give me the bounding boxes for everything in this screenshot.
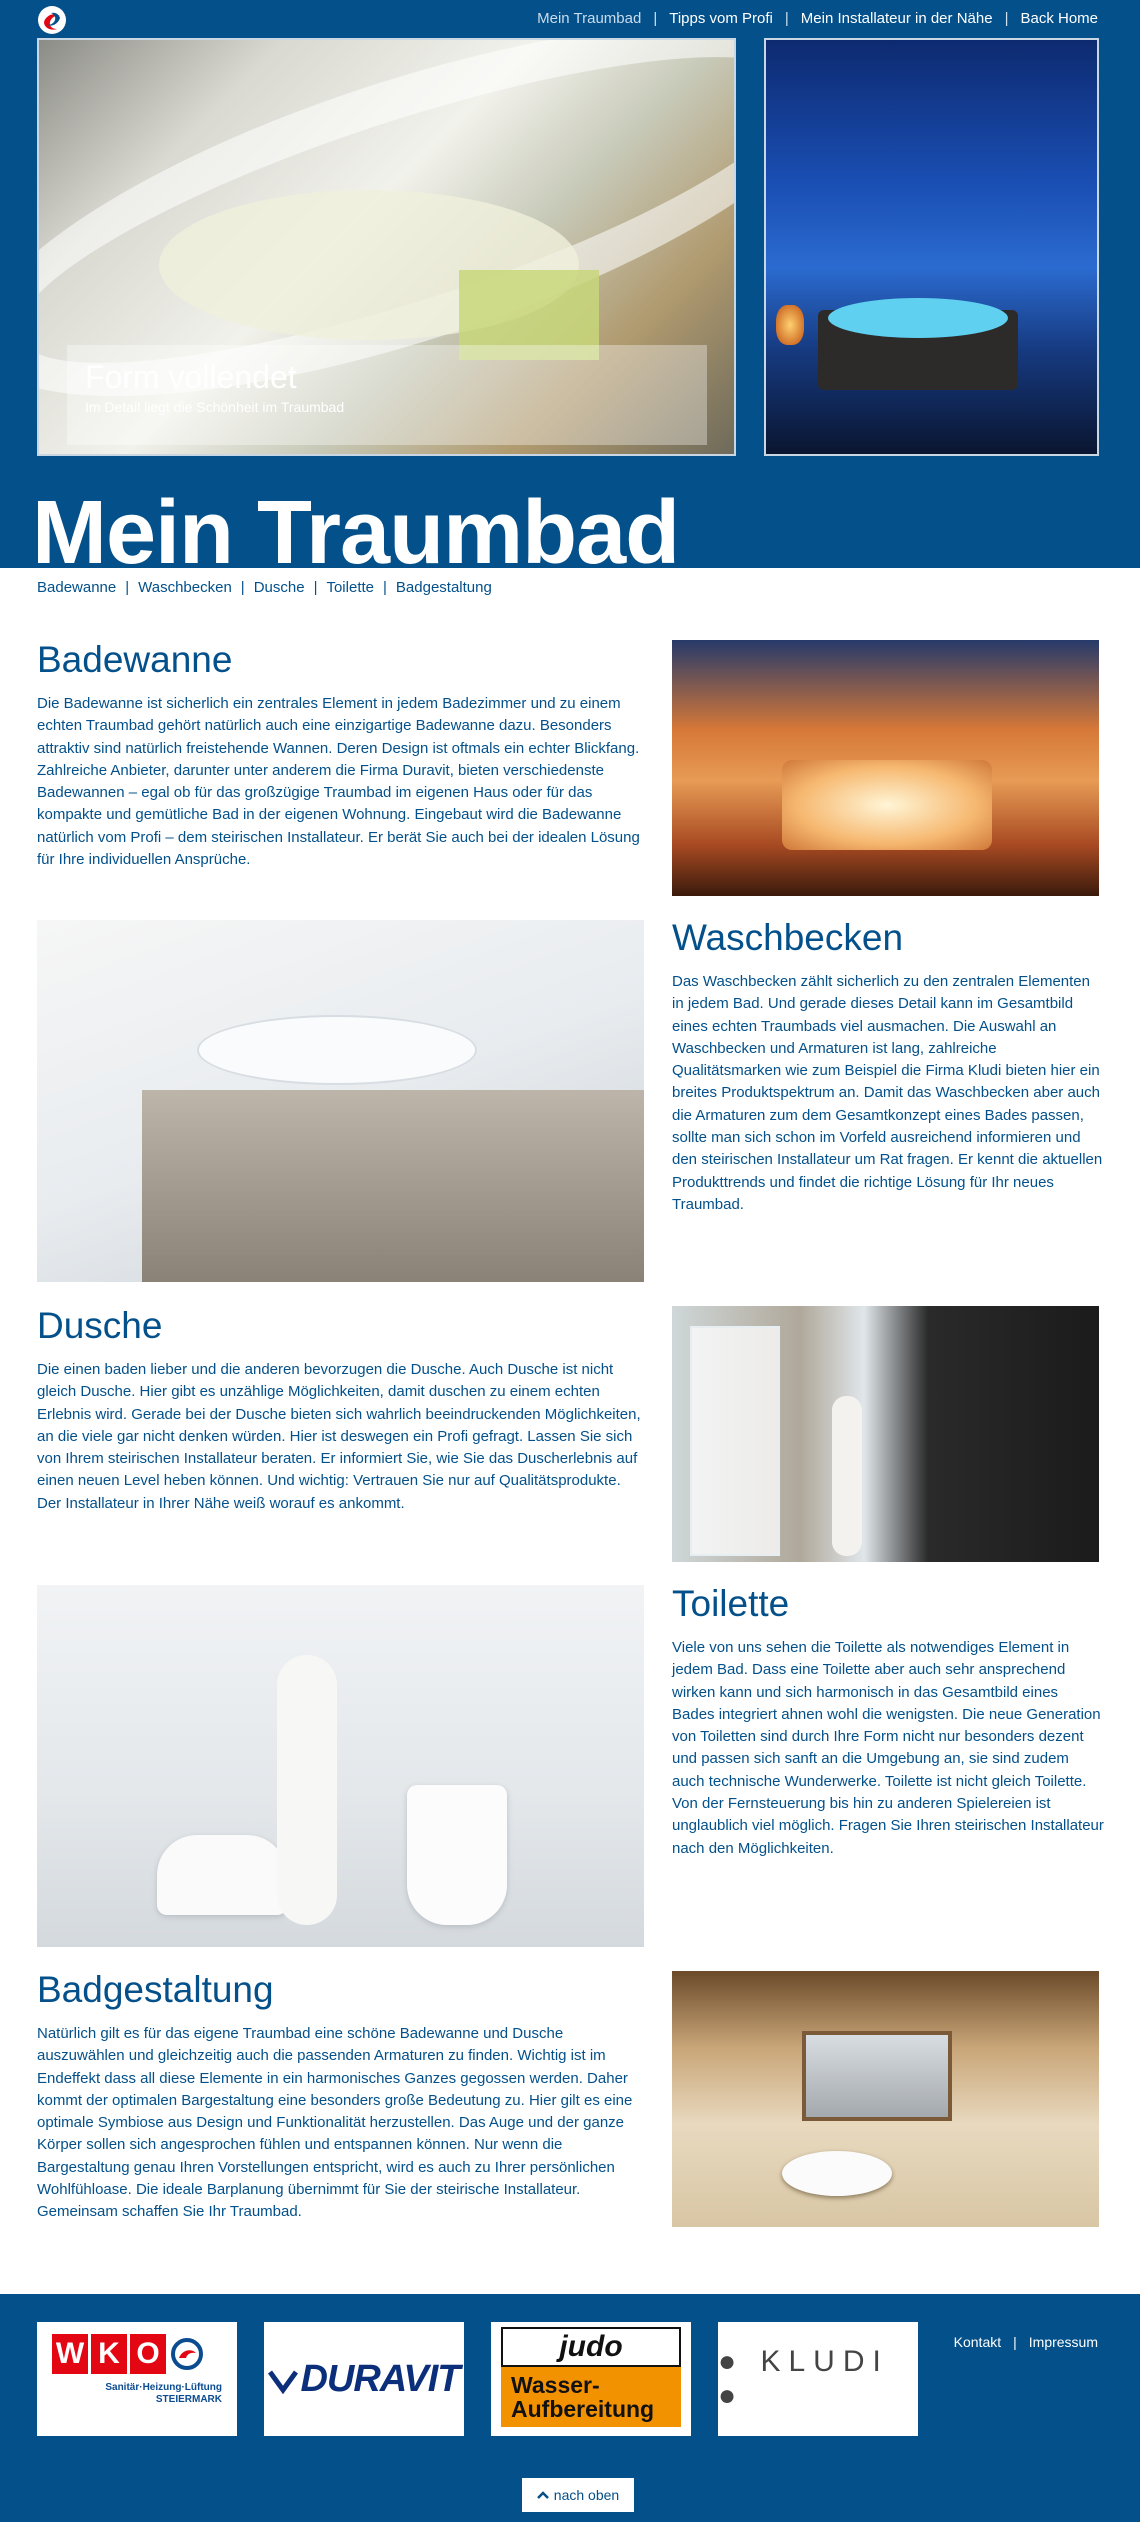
section-text-badewanne: Die Badewanne ist sicherlich ein zentrales Element in jedem Badezimmer und zu einem echten Traumbad gehört natürlich auch eine einzigartige Badewanne dazu. Besonders attraktiv sind natürlich freistehende Wannen. Deren Design ist oftmals ein echter Blickfang. Zahlreiche Anbieter, darunter unter anderem die Firma Duravit, bieten verschiedenste Badewannen – egal ob für das großzügige Traumbad im eigenen Haus oder für das kompakte und gemütliche Bad in der eigenen Wohnung. Eingebaut wird die Badewanne natürlich vom Profi – dem steirischen Installateur. Er berät Sie auch bei der idealen Lösung für Ihre individuellen Ansprüche. (37, 695, 640, 869)
wko-letters (52, 2334, 222, 2374)
hero-caption-title: Form vollendet (85, 359, 297, 395)
wko-subtitle-line: STEIERMARK (155, 2394, 222, 2405)
judo-line: Aufbereitung (511, 2396, 655, 2422)
bathtub-decoration (782, 2151, 892, 2196)
sponsor-duravit[interactable] (264, 2322, 464, 2436)
subnav-waschbecken[interactable]: Waschbecken (138, 579, 232, 596)
subnav-separator: | (125, 579, 130, 596)
wko-letter: O (130, 2334, 166, 2374)
logo-icon[interactable] (36, 4, 68, 36)
subnav-separator: | (240, 579, 245, 596)
section-text-badgestaltung: Natürlich gilt es für das eigene Traumbad eine schöne Badewanne und Dusche auszuwählen und gleichzeitig auch die passenden Armaturen zu finden. Wichtig ist im Endeffekt dass all diese Elemente in ein harmonisches Ganzes gegossen werden. Daher kommt der optimalen Bargestaltung eine besonders große Bedeutung zu. Hier gilt es eine optimale Symbiose aus Design und Funktionalität herzustellen. Das Auge und der ganze Körper sollen sich angesprochen fühlen und entspannen können. Nur wenn die Bargestaltung genau Ihren Vorstellungen entspricht, wird es auch zu Ihrer persönlichen Wohlfühloase. Die ideale Barplanung übernimmt für Sie der steirische Installateur. Gemeinsam schaffen Sie Ihr Traumbad. (37, 2025, 633, 2221)
section-text-waschbecken: Das Waschbecken zählt sicherlich zu den zentralen Elementen in jedem Bad. Und gerade dieses Detail kann im Gesamtbild eines echten Traumbads viel ausmachen. Die Auswahl an Waschbecken und Armaturen ist lang, zahlreiche Qualitätsmarken wie zum Beispiel die Firma Kludi bieten hier ein breites Produktspektrum an. Damit das Waschbecken aber auch die Armaturen zum dem Gesamtkonzept eines Bades passen, sollte man sich schon im Vorfeld ausreichend informieren und den steirischen Installateur um Rat fragen. Er kennt die aktuellen Produkttrends und findet die richtige Lösung für Ihr neues Traumbad. (672, 973, 1103, 1213)
nav-item-back-home[interactable]: Back Home (1020, 10, 1098, 27)
footer-link-impressum[interactable]: Impressum (1028, 2334, 1098, 2350)
judo-logo-top: judo (501, 2327, 681, 2367)
page-title: Mein Traumbad (32, 483, 680, 583)
nav-separator: | (784, 10, 789, 27)
sponsor-wko[interactable] (37, 2322, 237, 2436)
section-title-badewanne: Badewanne (37, 639, 233, 680)
subnav-dusche[interactable]: Dusche (253, 579, 305, 596)
photo-badewanne (672, 640, 1099, 896)
wko-swirl-icon (169, 2334, 205, 2374)
top-nav (537, 10, 1098, 27)
judo-logo-bottom (501, 2367, 681, 2427)
window-decoration (802, 2031, 952, 2121)
hero-caption (67, 345, 707, 445)
hero-slider[interactable] (37, 38, 736, 456)
person-decoration (277, 1655, 337, 1925)
duravit-logo: DURAVIT (300, 2357, 460, 2400)
section-title-dusche: Dusche (37, 1305, 163, 1346)
back-to-top-label: nach oben (553, 2487, 620, 2503)
footer-nav (954, 2334, 1098, 2350)
judo-line: Wasser- (511, 2372, 600, 2398)
hero-caption-text: Im Detail liegt die Schönheit im Traumbad (85, 399, 345, 415)
bathtub-decoration (782, 760, 992, 850)
section-text-dusche: Die einen baden lieber und die anderen bevorzugen die Dusche. Auch Dusche ist nicht gleich Dusche. Hier gibt es unzählige Möglichkeiten, damit duschen zu einem echten Erlebnis wird. Gerade bei der Dusche bieten sich wahrlich beeindruckenden Möglichkeiten, an die viele gar nicht denken würden. Hier ist deswegen ein Profi gefragt. Lassen Sie sich von Ihrem steirischen Installateur beraten. Er informiert Sie, wie Sie das Duscherlebnis auf einen neuen Level heben können. Und wichtig: Vertrauen Sie nur auf Qualitätsprodukte. Der Installateur in Ihrer Nähe weiß worauf es ankommt. (37, 1361, 641, 1512)
photo-badgestaltung (672, 1971, 1099, 2227)
kludi-logo: ● KLUDI ● (718, 2345, 889, 2412)
subnav-badewanne[interactable]: Badewanne (37, 579, 117, 596)
whirlpool-decoration (818, 310, 1018, 390)
footer-link-kontakt[interactable]: Kontakt (953, 2334, 1002, 2350)
nav-item-mein-traumbad[interactable]: Mein Traumbad (537, 10, 642, 27)
subnav-badgestaltung[interactable]: Badgestaltung (395, 579, 492, 596)
section-title-toilette: Toilette (672, 1583, 790, 1624)
duravit-mark-icon (268, 2364, 298, 2394)
wko-logo (52, 2334, 222, 2424)
subnav-separator: | (383, 579, 387, 596)
nav-item-installateur[interactable]: Mein Installateur in der Nähe (800, 10, 993, 27)
nav-separator: | (1004, 10, 1009, 27)
wko-letter: W (52, 2334, 88, 2374)
section-title-badgestaltung: Badgestaltung (37, 1969, 274, 2010)
photo-waschbecken (37, 920, 644, 1282)
wko-letter: K (91, 2334, 127, 2374)
toilet-decoration (157, 1835, 287, 1915)
photo-dusche (672, 1306, 1099, 1562)
basin-decoration (197, 1015, 477, 1085)
sponsor-kludi[interactable] (718, 2322, 918, 2436)
shower-cabin-decoration (690, 1326, 780, 1556)
person-decoration (832, 1396, 862, 1556)
sponsor-judo[interactable] (491, 2322, 691, 2436)
judo-logo (501, 2327, 681, 2431)
nav-separator: | (653, 10, 658, 27)
photo-toilette (37, 1585, 644, 1947)
footer-separator: | (1013, 2334, 1017, 2350)
back-to-top-button[interactable] (522, 2478, 634, 2512)
section-nav (37, 579, 492, 596)
nav-item-tipps-vom-profi[interactable]: Tipps vom Profi (669, 10, 773, 27)
vanity-decoration (142, 1090, 644, 1282)
subnav-separator: | (313, 579, 318, 596)
chevron-up-icon (537, 2490, 549, 2500)
washstand-decoration (407, 1785, 507, 1925)
section-text-toilette: Viele von uns sehen die Toilette als notwendiges Element in jedem Bad. Dass eine Toilette aber auch sehr ansprechend wirken kann und sich harmonisch in das Gesamtbild eines Bades integriert ahnen wohl die wenigsten. Die neue Generation von Toiletten sind durch Ihre Form nicht nur besonders dezent und passen sich sanft an die Umgebung an, sie sind zudem auch technische Wunderwerke. Toilette ist nicht gleich Toilette. Von der Fernsteuerung bis hin zu anderen Spielereien ist unglaublich viel möglich. Fragen Sie Ihren steirischen Installateur nach den Möglichkeiten. (672, 1639, 1104, 1857)
wko-subtitle-line: Sanitär·Heizung·Lüftung (105, 2382, 222, 2393)
wko-subtitle (52, 2382, 222, 2406)
subnav-toilette[interactable]: Toilette (326, 579, 374, 596)
fireplace-decoration (776, 305, 804, 345)
hero-side-image[interactable] (764, 38, 1099, 456)
section-title-waschbecken: Waschbecken (672, 917, 904, 958)
